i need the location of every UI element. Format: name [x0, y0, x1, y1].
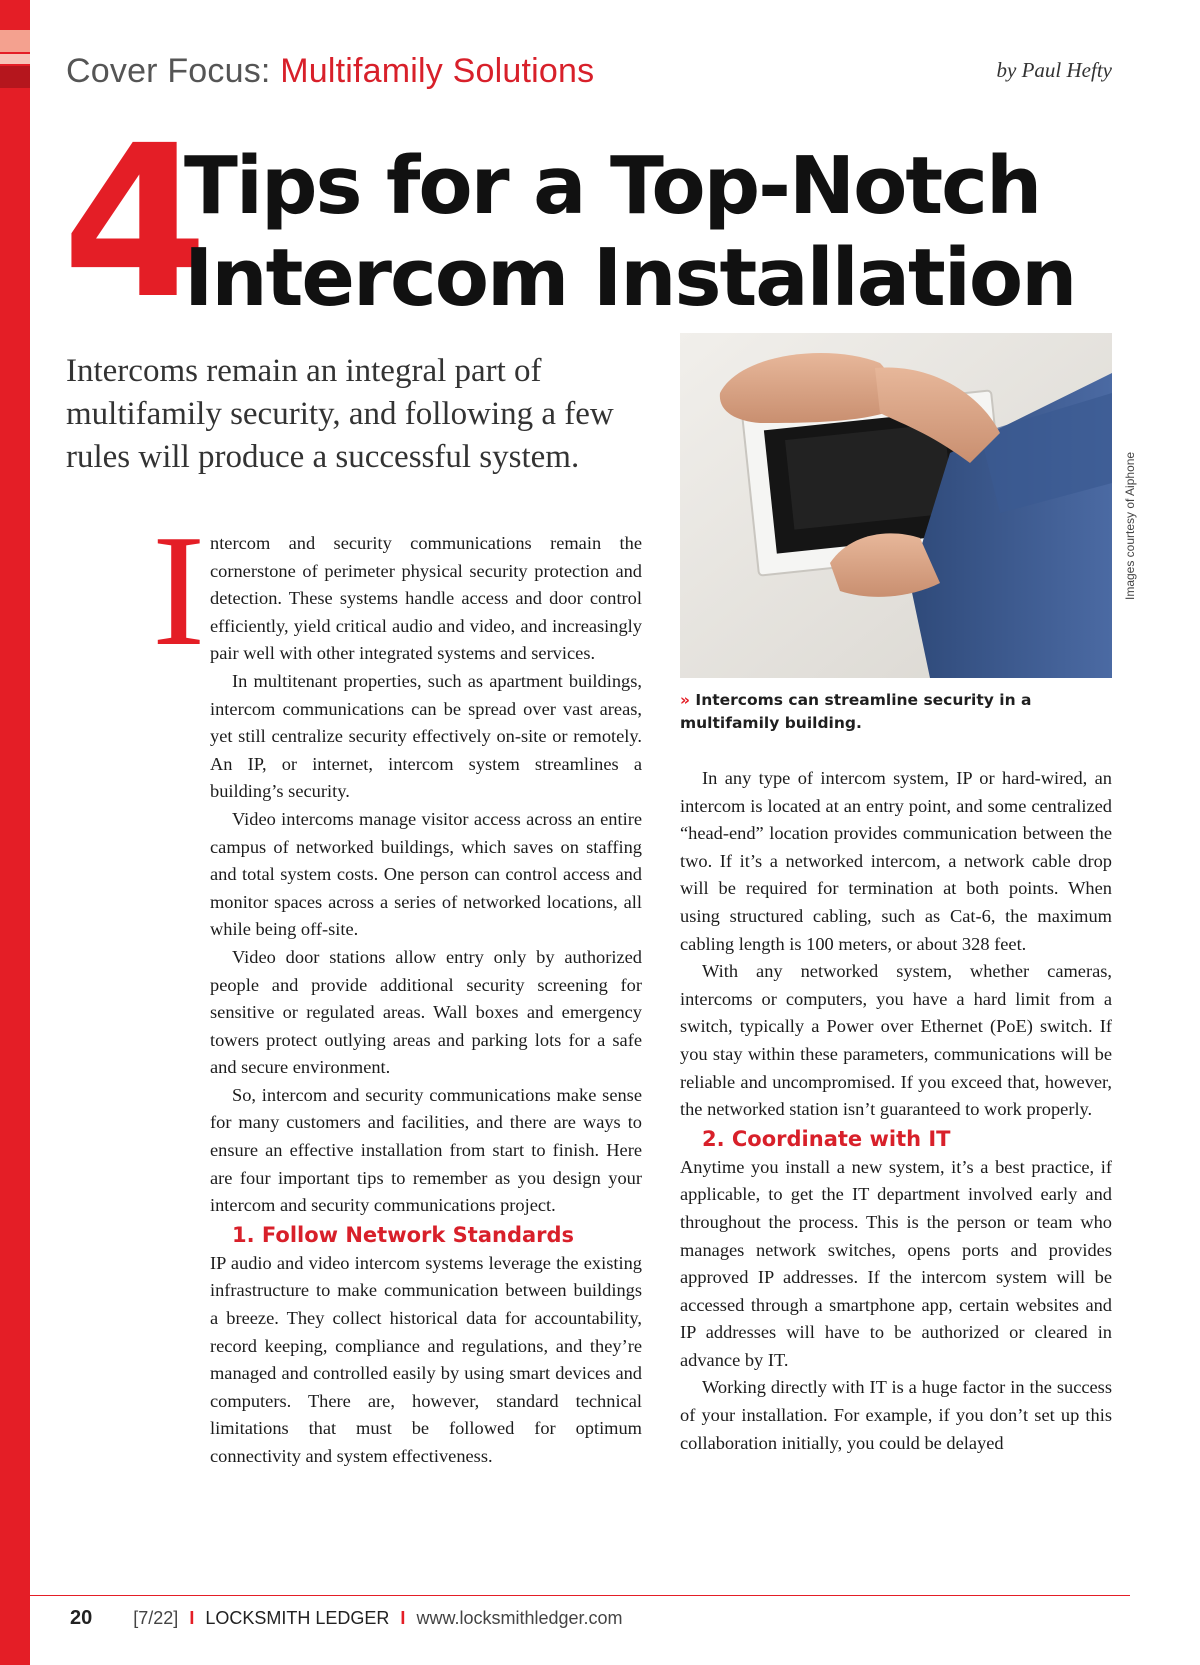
photo-caption	[680, 689, 1090, 735]
intercom-install-illustration	[680, 333, 1112, 678]
page-footer	[70, 1607, 623, 1630]
page-number: 20	[70, 1607, 93, 1629]
footer-separator: I	[400, 1608, 406, 1628]
drop-cap: I	[152, 501, 206, 679]
paragraph: ntercom and security communications remain the cornerstone of perimeter physical security protection and detection. These systems handle access and door control efficiently, yield critical audio and video, and increasingly pair well with other integrated systems and services.	[210, 533, 642, 664]
paragraph: Anytime you install a new system, it’s a best practice, if applicable, to get the IT department involved early and throughout the process. This is the person or team who manages network switches, opens ports and provides approved IP addresses. If the intercom system will be accessed through a smartphone app, certain websites and IP addresses will have to be authorized or cleared in advance by IT.	[680, 1156, 1112, 1370]
magazine-name: LOCKSMITH LEDGER	[205, 1608, 390, 1628]
headline-line-2: Intercom Installation	[184, 232, 1076, 324]
section-tab	[0, 66, 30, 88]
kicker-accent: Multifamily Solutions	[280, 52, 595, 90]
footer-rule	[30, 1595, 1130, 1596]
photo-credit: Images courtesy of Aiphone	[1123, 451, 1137, 600]
subheading: 2. Coordinate with IT	[702, 1126, 951, 1151]
issue-date: [7/22]	[133, 1608, 179, 1628]
headline	[184, 140, 1075, 324]
paragraph: Video intercoms manage visitor access across an entire campus of networked buildings, which saves on staffing and total system costs. One person can control access and monitor spaces across a series of networked locations, all while being off-site.	[210, 808, 642, 940]
paragraph: IP audio and video intercom systems leverage the existing infrastructure to make communication between buildings a breeze. They collect historical data for accountability, record keeping, compliance and regulations, and they’re managed and controlled easily by using smart devices and computers. There are, however, standard technical limitations that must be followed for optimum connectivity and system effectiveness.	[210, 1252, 642, 1466]
paragraph: Working directly with IT is a huge factor in the success of your installation. For example, if you don’t set up this collaboration initially, you could be delayed	[680, 1377, 1112, 1453]
magazine-url[interactable]: www.locksmithledger.com	[416, 1608, 623, 1628]
paragraph: With any networked system, whether cameras, intercoms or computers, you have a hard limit from a switch, typically a Power over Ethernet (PoE) switch. If you stay within these parameters, communications will be reliable and uncompromised. If you exceed that, however, the networked station isn’t guaranteed to work properly.	[680, 961, 1112, 1120]
paragraph: In multitenant properties, such as apartment buildings, intercom communications can be spread over vast areas, yet still centralize security effectively on-site or remotely. An IP, or internet, intercom system streamlines a building’s security.	[210, 670, 642, 802]
paragraph: So, intercom and security communications make sense for many customers and facilities, and there are ways to ensure an effective installation from start to finish. Here are four important tips to remember as you design your intercom and security communications project.	[210, 1084, 642, 1216]
caption-text: Intercoms can streamline security in a multifamily building.	[680, 691, 1032, 732]
caption-chevron-icon: »	[680, 691, 691, 709]
intercom-photo	[680, 333, 1112, 678]
subheading: 1. Follow Network Standards	[232, 1222, 575, 1247]
headline-line-1: Tips for a Top-Notch	[184, 140, 1041, 232]
body-column-right	[680, 765, 1112, 1457]
section-tab	[0, 54, 30, 64]
title-number: 4	[62, 100, 205, 345]
body-column-left	[210, 530, 642, 1471]
byline: by Paul Hefty	[996, 58, 1112, 82]
paragraph: In any type of intercom system, IP or hard-wired, an intercom is located at an entry point, and some centralized “head-end” location provides communication between the two. If it’s a networked intercom, a network cable drop will be required for termination at both points. When using structured cabling, such as Cat-6, the maximum cabling length is 100 meters, or about 328 feet.	[680, 768, 1112, 954]
kicker-prefix: Cover Focus:	[66, 52, 281, 90]
footer-separator: I	[189, 1608, 195, 1628]
section-tab	[0, 30, 30, 52]
left-accent-bar	[0, 0, 30, 1665]
section-kicker	[66, 52, 594, 91]
deck: Intercoms remain an integral part of multifamily security, and following a few rules will produce a successful system.	[66, 353, 614, 475]
paragraph: Video door stations allow entry only by authorized people and provide additional security screening for sensitive or regulated areas. Wall boxes and emergency towers protect outlying areas and parking lots for a safe and secure environment.	[210, 946, 642, 1078]
